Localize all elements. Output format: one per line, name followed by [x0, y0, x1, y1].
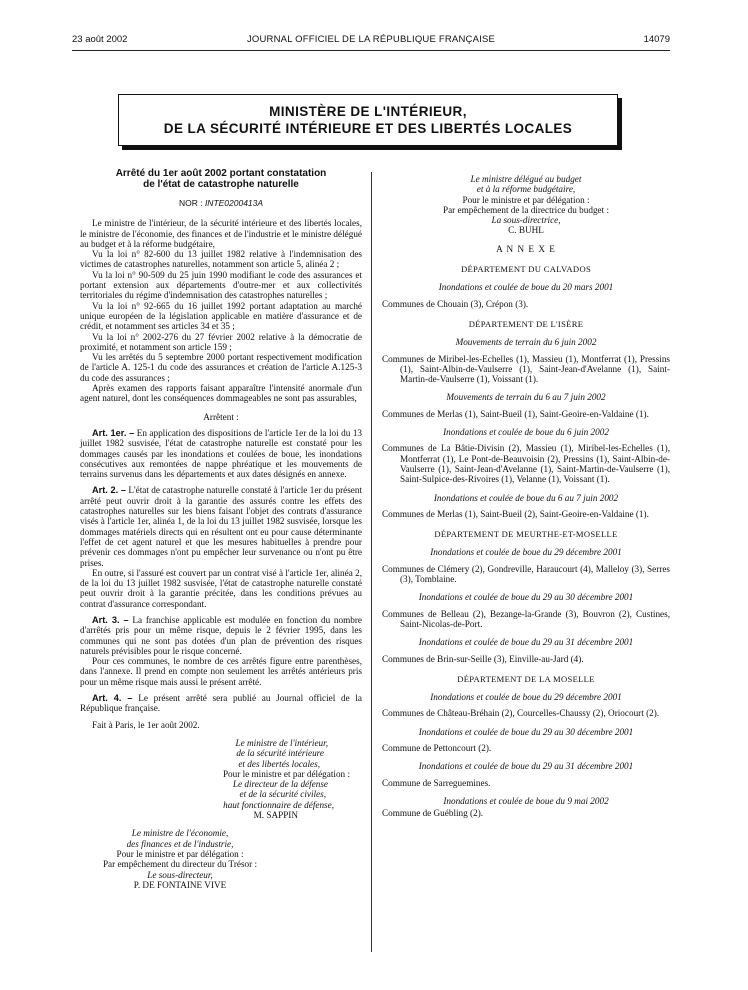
communes-mm-2: Communes de Belleau (2), Bezange-la-Grande (3), Bouvron (2), Custines, Saint-Nicolas-de-Port.	[382, 608, 670, 629]
sig1-line-1: Le ministre de l'intérieur,	[235, 737, 328, 748]
event-mm-3: Inondations et coulée de boue du 29 au 31 décembre 2001	[418, 637, 634, 648]
sig1-line-5: Le directeur de la défense	[232, 779, 328, 790]
header-date: 23 août 2002	[72, 34, 128, 45]
article-3-label: Art. 3. –	[92, 614, 129, 625]
sig3-line-1: Le ministre délégué au budget	[470, 174, 582, 184]
running-header	[72, 34, 670, 48]
signature-block-economy	[80, 828, 280, 890]
visa-3: Vu la loi n° 92-665 du 16 juillet 1992 portant adaptation au marché unique européen de la législation applicable en matière d'assurance et de crédit, et notamment ses articles 34 et 35 ;	[80, 300, 362, 332]
communes-moselle-3: Commune de Sarreguemines.	[382, 777, 491, 788]
left-column	[80, 168, 362, 890]
article-1-text: En application des dispositions de l'article 1er de la loi du 13 juillet 1982 susvisée, l'état de catastrophe naturelle est constaté pour les dommages causés par les inondations et coulées de boue, les inondations consécutives aux remontées de nappe phréatique et les mouvements de terrains survenus dans les départements et aux dates désignés en annexe.	[80, 427, 363, 480]
event-isere-1: Mouvements de terrain du 6 juin 2002	[455, 337, 597, 348]
visa-1: Vu la loi n° 82-600 du 13 juillet 1982 relative à l'indemnisation des victimes de catastrophes naturelles, notamment son article 5, alinéa 2 ;	[80, 249, 362, 270]
decree-title-line-2: de l'état de catastrophe naturelle	[143, 179, 299, 190]
visa-2: Vu la loi n° 90-509 du 25 juin 1990 modifiant le code des assurances et portant extension aux départements d'outre-mer et aux collectivités territoriales du régime d'indemnisation des catastrophes naturelles ;	[80, 269, 362, 301]
nor-reference	[80, 198, 362, 208]
decree-title-line-1: Arrêté du 1er août 2002 portant constatation	[115, 168, 327, 179]
sig2-line-5: Le sous-directeur,	[147, 869, 213, 880]
communes-moselle-1: Communes de Château-Bréhain (2), Courcelles-Chaussy (2), Oriocourt (2).	[382, 708, 660, 719]
article-1-label: Art. 1er. –	[92, 427, 135, 438]
sig2-line-3: Pour le ministre et par délégation :	[116, 848, 244, 859]
signature-block-budget	[382, 174, 670, 236]
sig1-line-2: de la sécurité intérieure	[236, 748, 324, 759]
event-moselle-1: Inondations et coulée de boue du 29 décembre 2001	[430, 692, 622, 703]
sig2-line-2: des finances et de l'industrie,	[126, 838, 234, 849]
signing-place-date: Fait à Paris, le 1er août 2002.	[92, 719, 200, 730]
visa-6: Après examen des rapports faisant apparaître l'intensité anormale d'un agent naturel, dont les conséquences dommageables ne sont pas assurables,	[80, 383, 362, 404]
event-calvados-1: Inondations et coulée de boue du 20 mars 2001	[438, 282, 614, 293]
article-2-paragraph-2: En outre, si l'assuré est couvert par un contrat visé à l'article 1er, alinéa 2, de la loi du 13 juillet 1982 susvisée, l'état de catastrophe naturelle constaté peut ouvrir droit à la garantie précitée, dans les conditions prévues au contrat d'assurance correspondant.	[80, 567, 362, 609]
column-divider	[371, 172, 372, 952]
event-moselle-2: Inondations et coulée de boue du 29 au 30 décembre 2001	[418, 726, 634, 737]
sig3-name: C. BUHL	[508, 225, 544, 236]
communes-isere-2: Communes de Merlas (1), Saint-Bueil (1), Saint-Geoire-en-Valdaine (1).	[382, 408, 649, 419]
nor-value: INTE0200413A	[204, 198, 264, 208]
sig2-name: P. DE FONTAINE VIVE	[133, 879, 227, 890]
communes-mm-3: Communes de Brin-sur-Seille (3), Einville-au-Jard (4).	[382, 653, 584, 664]
header-page-number: 14079	[643, 34, 670, 45]
event-isere-2: Mouvements de terrain du 6 au 7 juin 2002	[446, 392, 606, 403]
sig1-name: M. SAPPIN	[253, 810, 298, 821]
arretent-heading: Arrêtent :	[203, 411, 239, 422]
article-3-paragraph-2: Pour ces communes, le nombre de ces arrêtés figure entre parenthèses, dans l'annexe. Il prend en compte non seulement les arrêtés antérieurs pris pour un même risque mais aussi le présent arrêté.	[80, 656, 362, 687]
article-3	[80, 615, 362, 656]
signature-block-interior	[80, 738, 362, 820]
sig3-line-5: La sous-directrice,	[491, 215, 561, 226]
article-2-label: Art. 2. –	[92, 485, 126, 496]
event-isere-4: Inondations et coulée de boue du 6 au 7 juin 2002	[433, 492, 619, 503]
sig2-line-1: Le ministre de l'économie,	[131, 828, 229, 839]
communes-calvados-1: Communes de Chouain (3), Crépon (3).	[382, 298, 529, 309]
header-journal-title: JOURNAL OFFICIEL DE LA RÉPUBLIQUE FRANÇAISE	[246, 34, 496, 45]
article-1	[80, 428, 362, 479]
sig3-line-4: Par empêchement de la directrice du budget :	[442, 204, 610, 215]
article-2	[80, 485, 362, 567]
visa-4: Vu la loi n° 2002-276 du 27 février 2002 relative à la démocratie de proximité, et notamment son article 159 ;	[80, 331, 362, 352]
right-column	[382, 168, 670, 818]
event-mm-2: Inondations et coulée de boue du 29 au 30 décembre 2001	[418, 592, 634, 603]
sig3-line-2: et à la réforme budgétaire,	[476, 184, 576, 195]
sig3-line-3: Pour le ministre et par délégation :	[462, 194, 590, 205]
article-4-text: Le présent arrêté sera publié au Journal officiel de la République française.	[80, 693, 362, 714]
sig1-line-6: et de la sécurité civiles,	[239, 789, 326, 800]
article-3-text: La franchise applicable est modulée en fonction du nombre d'arrêtés pris pour un même risque, depuis le 2 février 1995, dans les communes qui ne sont pas dotées d'un plan de prévention des risques naturels prévisibles pour le risque concerné.	[80, 614, 363, 656]
communes-isere-3: Communes de La Bâtie-Divisin (2), Massieu (1), Miribel-les-Echelles (1), Montferrat (1), Le Pont-de-Beauvoisin (2), Pressins (1), Saint-Albin-de-Vaulserre (1), Saint-Jean-d'Avelanne (1), Saint-Martin-de-Vaulserre (1), Saint-Sulpice-des-Rivoires (1), Velanne (1), Voissant (1).	[382, 443, 670, 485]
sig1-line-3: et des libertés locales,	[238, 758, 320, 769]
department-meurthe-et-moselle: DÉPARTEMENT DE MEURTHE-ET-MOSELLE	[434, 529, 618, 540]
department-calvados: DÉPARTEMENT DU CALVADOS	[460, 264, 592, 275]
header-rule	[72, 50, 670, 51]
preamble-intro: Le ministre de l'intérieur, de la sécurité intérieure et des libertés locales, le ministre de l'économie, des finances et de l'industrie et le ministre délégué au budget et à la réforme budgétaire,	[80, 218, 362, 249]
department-moselle: DÉPARTEMENT DE LA MOSELLE	[457, 673, 595, 684]
article-2-text: L'état de catastrophe naturelle constaté à l'article 1er du présent arrêté peut ouvrir droit à la garantie des assurés contre les effets des catastrophes naturelles sur les biens faisant l'objet des contrats d'assurance visés à l'article 1er, alinéa 1, de la loi du 13 juillet 1982 susvisée, lorsque les dommages matériels directs qui en résultent ont eu pour cause déterminante l'effet de cet agent naturel et que les mesures habituelles à prendre pour prévenir ces dommages n'ont pu empêcher leur survenance ou n'ont pu être prises.	[80, 485, 363, 568]
annexe-heading: A N N E X E	[496, 243, 556, 254]
ministry-line-2: DE LA SÉCURITÉ INTÉRIEURE ET DES LIBERTÉS LOCALES	[163, 121, 573, 136]
communes-isere-4: Communes de Merlas (1), Saint-Bueil (2), Saint-Geoire-en-Valdaine (1).	[382, 508, 649, 519]
event-isere-3: Inondations et coulée de boue du 6 juin 2002	[443, 427, 609, 438]
event-mm-1: Inondations et coulée de boue du 29 décembre 2001	[430, 547, 622, 558]
sig2-line-4: Par empêchement du directeur du Trésor :	[102, 859, 258, 870]
sig1-line-7: haut fonctionnaire de défense,	[223, 799, 334, 810]
ministry-line-1: MINISTÈRE DE L'INTÉRIEUR,	[269, 104, 467, 119]
event-moselle-4: Inondations et coulée de boue du 9 mai 2002	[443, 795, 609, 806]
article-4-label: Art. 4. –	[92, 693, 133, 704]
communes-isere-1: Communes de Miribel-les-Echelles (1), Massieu (1), Montferrat (1), Pressins (1), Saint-Albin-de-Vaulserre (1), Saint-Jean-d'Avelanne (1), Saint-Martin-de-Vaulserre (1), Voissant (1).	[382, 353, 670, 385]
event-moselle-3: Inondations et coulée de boue du 29 au 31 décembre 2001	[418, 761, 634, 772]
communes-moselle-4: Commune de Guébling (2).	[382, 808, 484, 819]
department-isere: DÉPARTEMENT DE L'ISÈRE	[468, 318, 584, 329]
sig1-line-4: Pour le ministre et par délégation :	[222, 768, 350, 779]
ministry-box	[118, 94, 618, 146]
visa-5: Vu les arrêtés du 5 septembre 2000 portant respectivement modification de l'article A. 125-1 du code des assurances et création de l'article A.125-3 du code des assurances ;	[80, 352, 362, 383]
nor-label: NOR :	[178, 198, 203, 208]
article-4	[80, 693, 362, 714]
communes-moselle-2: Commune de Pettoncourt (2).	[382, 742, 492, 753]
communes-mm-1: Communes de Clémery (2), Gondreville, Haraucourt (4), Malleloy (3), Serres (3), Tomblaine.	[382, 563, 670, 585]
